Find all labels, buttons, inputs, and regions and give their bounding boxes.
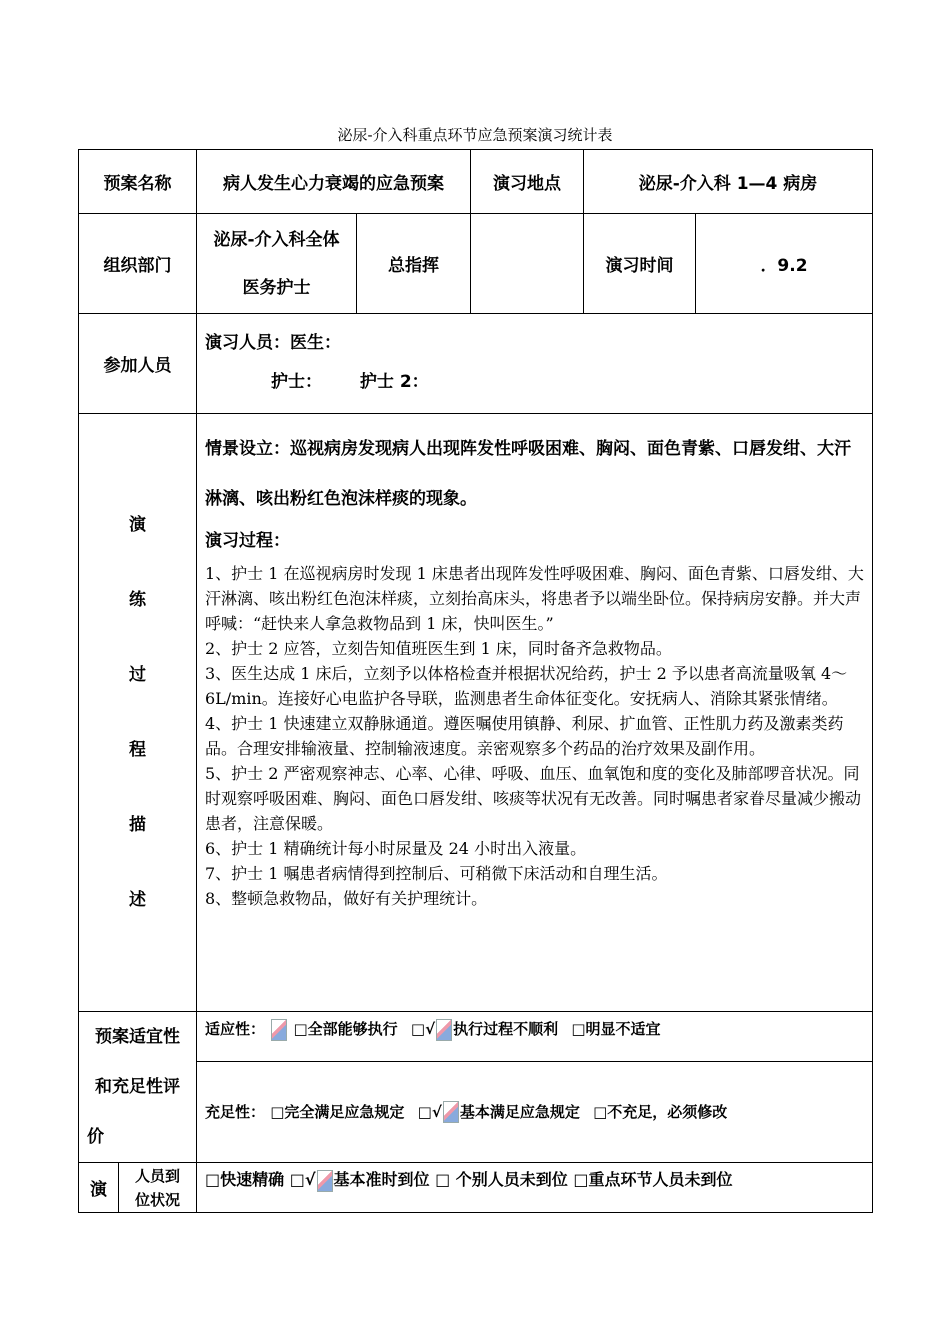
process-label-char: 演 (129, 514, 146, 535)
process-description (197, 414, 873, 1012)
suitability-prefix: 适应性： (205, 1020, 266, 1038)
evaluation-label-line: 价 (87, 1127, 104, 1147)
sufficiency-row (79, 1062, 873, 1163)
arrival-label-line: 人员到 (134, 1166, 180, 1185)
process-label (79, 414, 197, 1012)
process-step: 7、护士 1 嘱患者病情得到控制后、可稍微下床活动和自理生活。 (205, 864, 668, 883)
sufficiency-option-check[interactable]: □√ (417, 1102, 442, 1121)
process-heading: 演习过程： (205, 531, 290, 551)
organization-row (79, 214, 873, 314)
broken-image-icon (443, 1101, 459, 1123)
sufficiency-option-insufficient[interactable]: □不充足，必须修改 (593, 1102, 728, 1121)
sufficiency-option-basic[interactable]: 基本满足应急规定 (459, 1102, 580, 1121)
nurse-1-label: 护士： (271, 372, 322, 392)
evaluation-label-line: 预案适宜性 (95, 1027, 180, 1047)
participants-label: 参加人员 (79, 314, 197, 414)
participants-row (79, 314, 873, 414)
arrival-option-check[interactable]: □√ (289, 1170, 316, 1189)
document-title: 泌尿-介入科重点环节应急预案演习统计表 (337, 126, 613, 144)
arrival-row (79, 1163, 873, 1213)
nurse-2-label: 护士 2： (359, 372, 429, 392)
suitability-row (79, 1012, 873, 1062)
suitability-option-check[interactable]: □√ (410, 1020, 436, 1038)
dept-line-1: 泌尿-介入科全体 (213, 229, 340, 250)
process-step: 5、护士 2 严密观察神志、心率、心律、呼吸、血压、血氧饱和度的变化及肺部啰音状况。同时观察呼吸困难、胸闷、面色口唇发绀、咳痰等状况有无改善。同时嘱患者家眷尽量减少搬动患者，注意保暖。 (205, 764, 862, 833)
dept-value (197, 214, 357, 314)
process-step: 2、护士 2 应答，立刻告知值班医生到 1 床，同时备齐急救物品。 (205, 639, 672, 658)
process-step: 3、医生达成 1 床后，立刻予以体格检查并根据状况给药，护士 2 予以患者高流量吸氧 4～6L/min。连接好心电监护各导联，监测患者生命体征变化。安抚病人、消除其紧张情绪。 (205, 664, 848, 708)
arrival-label-line: 位状况 (134, 1190, 180, 1209)
scenario-text: 情景设立：巡视病房发现病人出现阵发性呼吸困难、胸闷、面色青紫、口唇发绀、大汗淋漓、咳出粉红色泡沫样痰的现象。 (205, 439, 851, 509)
time-value: ．9.2 (696, 214, 873, 314)
arrival-section-label: 演 (79, 1163, 119, 1213)
process-label-char: 过 (129, 664, 146, 685)
participants-doctor-line: 演习人员：医生： (205, 333, 341, 353)
arrival-option-some-missing[interactable]: □ 个别人员未到位 (435, 1170, 568, 1189)
process-label-char: 述 (129, 889, 146, 910)
suitability-option-not-smooth[interactable]: 执行过程不顺利 (453, 1020, 559, 1038)
process-label-char: 程 (129, 739, 146, 760)
commander-value (471, 214, 584, 314)
time-label: 演习时间 (584, 214, 696, 314)
sufficiency-prefix: 充足性： (205, 1102, 266, 1121)
process-step: 4、护士 1 快速建立双静脉通道。遵医嘱使用镇静、利尿、扩血管、正性肌力药及激素类药品。合理安排输液量、控制输液速度。亲密观察多个药品的治疗效果及副作用。 (205, 714, 844, 758)
arrival-option-fast[interactable]: □快速精确 (205, 1170, 285, 1189)
broken-image-icon (271, 1019, 287, 1041)
arrival-option-basic[interactable]: 基本准时到位 (333, 1170, 430, 1189)
arrival-option-key-missing[interactable]: □重点环节人员未到位 (573, 1170, 733, 1189)
participants-nurse-line (205, 367, 864, 392)
sufficiency-option-full[interactable]: □完全满足应急规定 (270, 1102, 405, 1121)
sufficiency-options (197, 1062, 873, 1163)
arrival-options (197, 1163, 873, 1213)
process-row (79, 414, 873, 1012)
process-step: 8、整顿急救物品，做好有关护理统计。 (205, 889, 488, 908)
evaluation-label (79, 1012, 197, 1163)
suitability-option-all[interactable]: □全部能够执行 (293, 1020, 398, 1038)
dept-label: 组织部门 (79, 214, 197, 314)
process-step: 6、护士 1 精确统计每小时尿量及 24 小时出入液量。 (205, 839, 587, 858)
process-label-char: 练 (129, 589, 146, 610)
drill-record-table (78, 149, 873, 1213)
dept-line-2: 医务护士 (242, 277, 311, 298)
suitability-options (197, 1012, 873, 1062)
suitability-option-unsuitable[interactable]: □明显不适宜 (571, 1020, 661, 1038)
participants-value (197, 314, 873, 414)
process-step: 1、护士 1 在巡视病房时发现 1 床患者出现阵发性呼吸困难、胸闷、面色青紫、口唇发绀、大汗淋漓、咳出粉红色泡沫样痰，立刻抬高床头，将患者予以端坐卧位。保持病房安静。并大声呼喊：“赶快来人拿急救物品到 1 床，快叫医生。” (205, 564, 864, 633)
broken-image-icon (436, 1019, 452, 1041)
location-value: 泌尿-介入科 1—4 病房 (584, 150, 873, 214)
commander-label: 总指挥 (357, 214, 471, 314)
plan-name-value: 病人发生心力衰竭的应急预案 (197, 150, 471, 214)
location-label: 演习地点 (471, 150, 584, 214)
evaluation-label-line: 和充足性评 (95, 1077, 180, 1097)
process-label-char: 描 (129, 814, 146, 835)
plan-name-label: 预案名称 (79, 150, 197, 214)
arrival-label (119, 1163, 197, 1213)
broken-image-icon (317, 1170, 333, 1192)
plan-row (79, 150, 873, 214)
